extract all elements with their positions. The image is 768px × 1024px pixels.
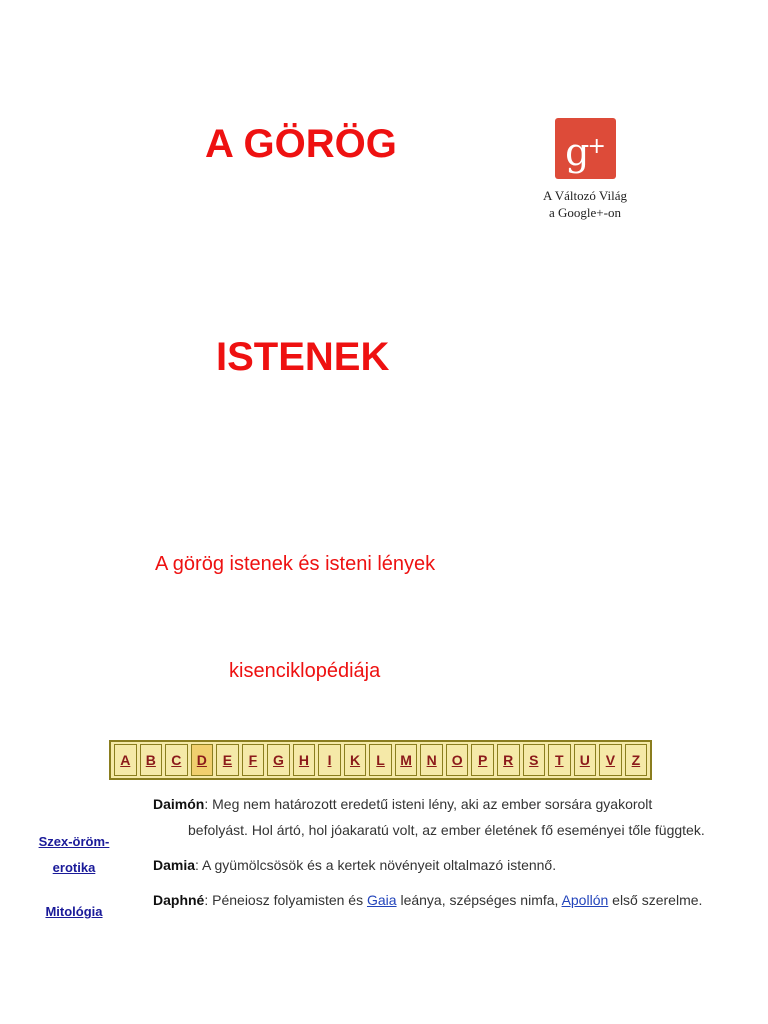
letter-link-h[interactable]: H — [293, 744, 316, 776]
letter-link-c[interactable]: C — [165, 744, 188, 776]
alphabet-index — [109, 740, 652, 780]
letter-link-i[interactable]: I — [318, 744, 341, 776]
letter-link-o[interactable]: O — [446, 744, 469, 776]
letter-link-f[interactable]: F — [242, 744, 265, 776]
letter-link-a[interactable]: A — [114, 744, 137, 776]
entry-text: első szerelme. — [608, 892, 703, 908]
entry-daimon-continued: befolyást. Hol ártó, hol jóakaratú volt, az ember életének fő eseményei tőle függtek. — [188, 822, 705, 838]
entry-term: Daimón — [153, 796, 205, 812]
letter-link-m[interactable]: M — [395, 744, 418, 776]
entry-text: : Péneiosz folyamisten és — [204, 892, 367, 908]
letter-link-l[interactable]: L — [369, 744, 392, 776]
letter-link-v[interactable]: V — [599, 744, 622, 776]
letter-link-z[interactable]: Z — [625, 744, 648, 776]
letter-link-p[interactable]: P — [471, 744, 494, 776]
entry-term: Daphné — [153, 892, 205, 908]
link-apollon[interactable]: Apollón — [561, 892, 609, 908]
entry-daphne — [153, 887, 702, 913]
google-plus-plus: + — [587, 134, 606, 159]
link-gaia[interactable]: Gaia — [366, 892, 397, 908]
sidebar-link-line2: erotika — [52, 860, 96, 875]
entry-damia — [153, 852, 556, 878]
google-plus-icon[interactable] — [555, 118, 616, 179]
letter-link-t[interactable]: T — [548, 744, 571, 776]
letter-link-d[interactable]: D — [191, 744, 214, 776]
letter-link-k[interactable]: K — [344, 744, 367, 776]
entry-text: : A gyümölcsösök és a kertek növényeit oltalmazó istennő. — [195, 857, 557, 873]
letter-link-u[interactable]: U — [574, 744, 597, 776]
sidebar-link-szex-orom-erotika[interactable] — [24, 829, 124, 881]
letter-link-n[interactable]: N — [420, 744, 443, 776]
google-plus-caption-line1: A Változó Világ — [543, 188, 627, 203]
google-plus-caption[interactable] — [520, 187, 650, 221]
page-title-line2: ISTENEK — [216, 335, 390, 379]
letter-link-s[interactable]: S — [523, 744, 546, 776]
letter-link-g[interactable]: G — [267, 744, 290, 776]
sidebar-link-mitologia[interactable]: Mitológia — [45, 904, 103, 919]
entry-text: leánya, szépséges nimfa, — [396, 892, 562, 908]
letter-link-e[interactable]: E — [216, 744, 239, 776]
entry-term: Damia — [153, 857, 196, 873]
google-plus-caption-line2: a Google+-on — [549, 205, 621, 220]
entry-daimon — [153, 791, 652, 817]
entry-text: : Meg nem határozott eredetű isteni lény, aki az ember sorsára gyakorolt — [204, 796, 653, 812]
subtitle-line1: A görög istenek és isteni lények — [155, 553, 436, 575]
letter-link-r[interactable]: R — [497, 744, 520, 776]
subtitle-line2: kisenciklopédiája — [229, 660, 381, 682]
letter-link-b[interactable]: B — [140, 744, 163, 776]
google-plus-g: g — [565, 130, 590, 174]
sidebar-link-line1: Szex-öröm- — [38, 834, 110, 849]
page-title-line1: A GÖRÖG — [205, 122, 397, 166]
